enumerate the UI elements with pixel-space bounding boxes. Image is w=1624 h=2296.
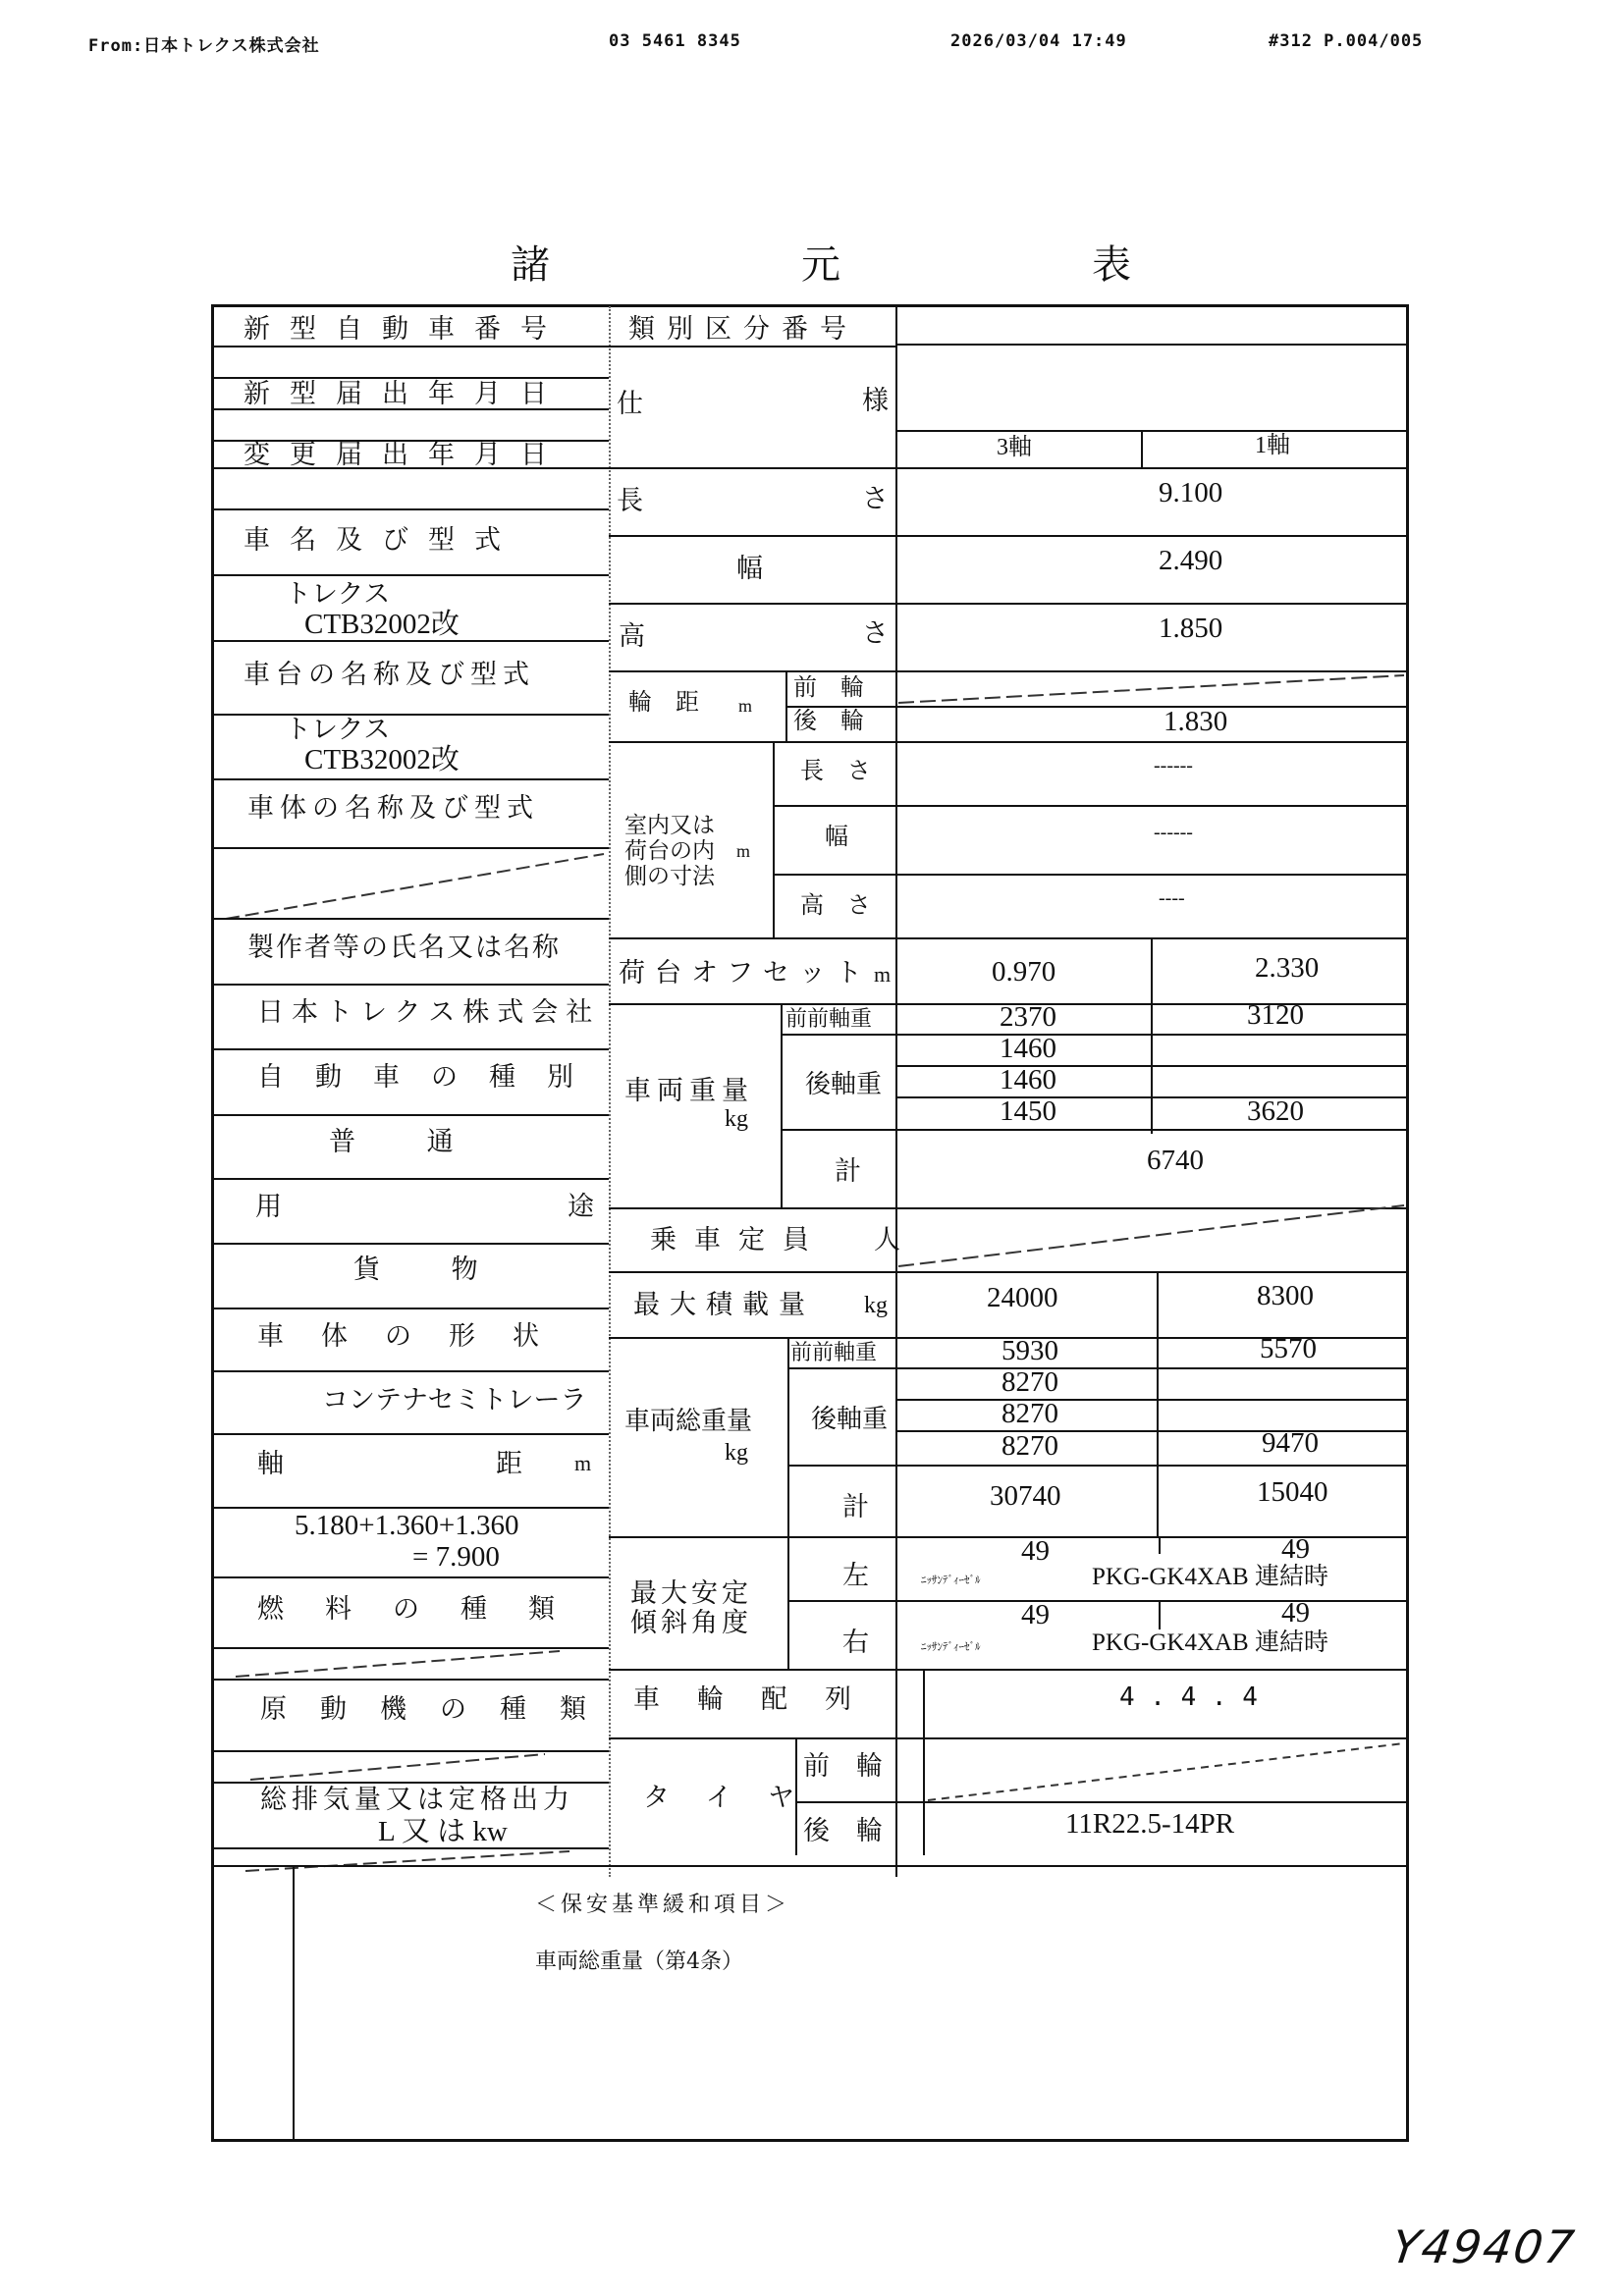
label-gross-rear-axle: 後軸重 <box>811 1405 889 1434</box>
rule <box>213 1507 609 1509</box>
gross-rear-col1-0: 8270 <box>1001 1366 1058 1398</box>
interior-unit: m <box>736 841 751 861</box>
rule <box>773 874 1407 876</box>
wheelbase-line1: 5.180+1.360+1.360 <box>295 1510 519 1541</box>
weight-rear-col2-last: 3620 <box>1247 1095 1304 1127</box>
gross-total-col1: 30740 <box>990 1480 1061 1512</box>
wheelbase-line2: = 7.900 <box>412 1541 500 1573</box>
gross-front-col1: 5930 <box>1001 1335 1058 1366</box>
gross-front-col2: 5570 <box>1260 1333 1317 1364</box>
label-tilt-2: 傾斜角度 <box>630 1608 752 1638</box>
rule <box>787 1600 1407 1602</box>
interior-length-value: ------ <box>1154 755 1193 776</box>
rule <box>609 937 1407 939</box>
rule <box>795 1801 1407 1803</box>
weight-front-col2: 3120 <box>1247 999 1304 1031</box>
column-divider <box>609 306 611 1877</box>
label-body: 車体の名称及び型式 <box>247 793 539 824</box>
label-fuel: 燃料の種類 <box>257 1594 596 1625</box>
axle-col1-header: 3軸 <box>997 435 1032 460</box>
weight-rear-col1-0: 1460 <box>1000 1033 1056 1064</box>
rule <box>785 706 1407 708</box>
label-width: 幅 <box>736 554 763 584</box>
diagonal-blank-tread-front <box>898 673 1404 705</box>
chassis-line2: CTB32002改 <box>304 744 460 775</box>
title-char-1: 諸 <box>511 242 550 288</box>
label-tire: タ イ ヤ <box>643 1783 809 1813</box>
label-interior-1: 室内又は <box>624 813 715 838</box>
rule <box>773 805 1407 807</box>
rule <box>213 1048 609 1050</box>
label-displacement-2: L 又 は kw <box>378 1816 508 1847</box>
label-class-number: 類別区分番号 <box>628 314 858 345</box>
rule <box>213 1243 609 1245</box>
tire-rear-value: 11R22.5-14PR <box>1065 1808 1235 1840</box>
label-capacity: 乗車定員 <box>650 1225 827 1255</box>
label-tilt-right: 右 <box>842 1628 869 1658</box>
value-column-border <box>895 306 897 1877</box>
weight-unit: kg <box>725 1106 748 1132</box>
label-tire-rear: 後 輪 <box>803 1816 883 1846</box>
label-body-shape: 車体の形状 <box>257 1321 576 1352</box>
rule <box>213 1178 609 1180</box>
label-interior-3: 側の寸法 <box>624 864 715 889</box>
diagonal-blank-capacity <box>898 1203 1404 1268</box>
weight-front-col1: 2370 <box>1000 1001 1056 1033</box>
label-tread-rear: 後 輪 <box>793 707 864 734</box>
rule <box>895 1065 1407 1067</box>
rule <box>609 1669 1407 1671</box>
usage-value: 貨 物 <box>353 1255 510 1285</box>
diagonal-blank-fuel <box>236 1649 560 1679</box>
rule <box>895 430 1407 432</box>
rule <box>213 574 609 576</box>
rule <box>213 1433 609 1435</box>
label-interior-length: 長 さ <box>800 757 871 784</box>
label-rear-axle-weight: 後軸重 <box>805 1070 883 1099</box>
rule <box>609 670 1407 672</box>
rule <box>609 1271 1407 1273</box>
notes-heading: ＜保安基準緩和項目＞ <box>535 1893 791 1917</box>
gross-rear-col2-last: 9470 <box>1262 1427 1319 1459</box>
label-interior-height: 高 さ <box>800 891 871 919</box>
rule <box>213 847 609 849</box>
rule <box>213 1114 609 1116</box>
tilt-right-note-small: ﾆｯｻﾝﾃﾞｨｰｾﾞﾙ <box>921 1640 981 1653</box>
rule <box>213 778 609 780</box>
rule <box>213 1782 609 1784</box>
rule <box>923 1669 925 1855</box>
offset-col2: 2.330 <box>1255 952 1320 984</box>
label-wheelbase-b: 距 <box>496 1449 522 1479</box>
rule <box>213 714 609 716</box>
notes-item-1: 車両総重量（第4条） <box>535 1949 743 1974</box>
vehicle-name-line1: トレクス <box>285 579 391 610</box>
label-spec-a: 仕 <box>617 389 643 419</box>
label-weight-total: 計 <box>835 1156 861 1187</box>
tilt-left-note-small: ﾆｯｻﾝﾃﾞｨｰｾﾞﾙ <box>921 1574 981 1586</box>
wheelbase-unit: m <box>574 1451 592 1475</box>
gross-unit: kg <box>725 1440 748 1466</box>
rule <box>895 1399 1407 1401</box>
label-displacement-1: 総排気量又は定格出力 <box>260 1785 574 1815</box>
rule <box>609 467 1407 469</box>
rule <box>213 508 609 510</box>
diagonal-blank-body <box>226 852 604 921</box>
interior-height-value: ---- <box>1159 887 1185 909</box>
label-usage-a: 用 <box>255 1192 282 1222</box>
rule <box>213 1370 609 1372</box>
offset-unit: m <box>874 962 892 987</box>
rule <box>213 918 609 920</box>
rule <box>213 1865 1407 1867</box>
label-change-date: 変更届出年月日 <box>244 440 567 470</box>
width-value: 2.490 <box>1159 545 1223 576</box>
rule <box>213 1576 609 1578</box>
rule <box>213 984 609 986</box>
rule <box>1141 430 1143 467</box>
label-tread: 輪 距 <box>628 688 699 716</box>
rule <box>895 1430 1407 1432</box>
label-gross-total: 計 <box>842 1492 869 1522</box>
label-vehicle-kind: 自動車の種別 <box>257 1062 605 1093</box>
maker-value: 日本トレクス株式会社 <box>257 997 601 1028</box>
label-new-model-number: 新型自動車番号 <box>244 314 567 345</box>
title-char-3: 表 <box>1092 242 1131 288</box>
label-length-b: さ <box>862 484 889 514</box>
rule <box>609 1737 1407 1739</box>
tilt-left-col1: 49 <box>1021 1535 1050 1567</box>
wheel-arrangement-value: 4 . 4 . 4 <box>1119 1682 1258 1712</box>
rule <box>1159 1602 1161 1629</box>
label-weight: 車両重量 <box>624 1076 754 1106</box>
gross-total-col2: 15040 <box>1257 1476 1328 1508</box>
label-usage-b: 途 <box>568 1192 594 1222</box>
weight-total: 6740 <box>1147 1145 1204 1176</box>
rule <box>609 535 1407 537</box>
rule <box>787 1465 1407 1467</box>
rule <box>213 346 609 347</box>
rule <box>781 1129 1407 1131</box>
max-load-unit: kg <box>864 1293 888 1318</box>
fax-from: From:日本トレクス株式会社 <box>88 36 320 56</box>
diagonal-blank-engine <box>250 1752 545 1782</box>
weight-rear-col1-1: 1460 <box>1000 1064 1056 1095</box>
label-wheel-arrangement: 車輪配列 <box>633 1684 889 1715</box>
tread-unit: m <box>738 696 753 716</box>
label-offset: 荷台オフセット <box>619 958 872 988</box>
rule <box>787 1367 1407 1369</box>
rule <box>213 1679 609 1681</box>
gross-rear-col1-2: 8270 <box>1001 1430 1058 1462</box>
rule <box>787 1536 789 1670</box>
rule <box>213 640 609 642</box>
label-tilt-1: 最大安定 <box>630 1578 752 1609</box>
label-engine: 原動機の種類 <box>260 1694 620 1725</box>
rule <box>609 603 1407 605</box>
label-gross: 車両総重量 <box>624 1407 753 1436</box>
label-interior-width: 幅 <box>825 823 848 850</box>
capacity-unit: 人 <box>874 1225 900 1255</box>
rule <box>1159 1536 1161 1554</box>
title-char-2: 元 <box>801 242 840 288</box>
tilt-right-note: PKG-GK4XAB 連結時 <box>1092 1629 1328 1656</box>
diagonal-blank-tire-front <box>928 1741 1404 1802</box>
fax-page: #312 P.004/005 <box>1269 31 1424 51</box>
tilt-right-col2: 49 <box>1281 1597 1310 1629</box>
interior-width-value: ------ <box>1154 822 1193 843</box>
max-load-col2: 8300 <box>1257 1280 1314 1311</box>
label-wheelbase-a: 軸 <box>257 1449 284 1479</box>
tilt-right-col1: 49 <box>1021 1599 1050 1630</box>
height-value: 1.850 <box>1159 613 1223 644</box>
rule <box>895 1096 1407 1098</box>
label-max-load: 最大積載量 <box>633 1290 815 1320</box>
tread-rear-value: 1.830 <box>1164 706 1228 737</box>
notes-margin-rule <box>293 1865 295 2140</box>
label-spec-b: 様 <box>862 386 889 416</box>
vehicle-name-line2: CTB32002改 <box>304 609 460 640</box>
label-tilt-left: 左 <box>842 1561 869 1591</box>
rule <box>781 1034 1407 1036</box>
rule <box>213 1308 609 1309</box>
tilt-left-col2: 49 <box>1281 1533 1310 1565</box>
handwritten-number: Y49407 <box>1388 2220 1580 2273</box>
weight-rear-col1-2: 1450 <box>1000 1095 1056 1127</box>
rule <box>895 344 1407 346</box>
rule <box>609 741 1407 743</box>
max-load-col1: 24000 <box>987 1282 1058 1313</box>
label-height-a: 高 <box>619 621 645 652</box>
label-tire-front: 前 輪 <box>803 1751 883 1782</box>
label-chassis: 車台の名称及び型式 <box>244 660 535 690</box>
label-height-b: さ <box>862 618 889 649</box>
gross-rear-col1-1: 8270 <box>1001 1398 1058 1429</box>
label-vehicle-name: 車名及び型式 <box>244 525 520 556</box>
vehicle-kind-value: 普 通 <box>329 1127 485 1157</box>
rule <box>773 741 775 937</box>
axle-col2-header: 1軸 <box>1255 433 1290 458</box>
body-shape-value: コンテナセミトレーラ <box>322 1385 587 1415</box>
tilt-left-note: PKG-GK4XAB 連結時 <box>1092 1564 1328 1590</box>
rule <box>1151 937 1153 1134</box>
label-front-axle-weight: 前前軸重 <box>785 1007 873 1032</box>
label-gross-front-axle: 前前軸重 <box>790 1341 878 1365</box>
label-new-model-date: 新型届出年月日 <box>244 379 567 409</box>
label-tread-front: 前 輪 <box>793 673 864 701</box>
chassis-line1: トレクス <box>285 715 391 745</box>
label-maker: 製作者等の氏名又は名称 <box>247 933 561 963</box>
length-value: 9.100 <box>1159 477 1223 508</box>
fax-phone: 03 5461 8345 <box>609 31 741 51</box>
rule <box>1157 1271 1159 1536</box>
offset-col1: 0.970 <box>992 956 1056 988</box>
fax-datetime: 2026/03/04 17:49 <box>950 31 1127 51</box>
label-interior-2: 荷台の内 <box>624 838 715 864</box>
label-length-a: 長 <box>617 486 643 516</box>
rule <box>609 346 895 347</box>
